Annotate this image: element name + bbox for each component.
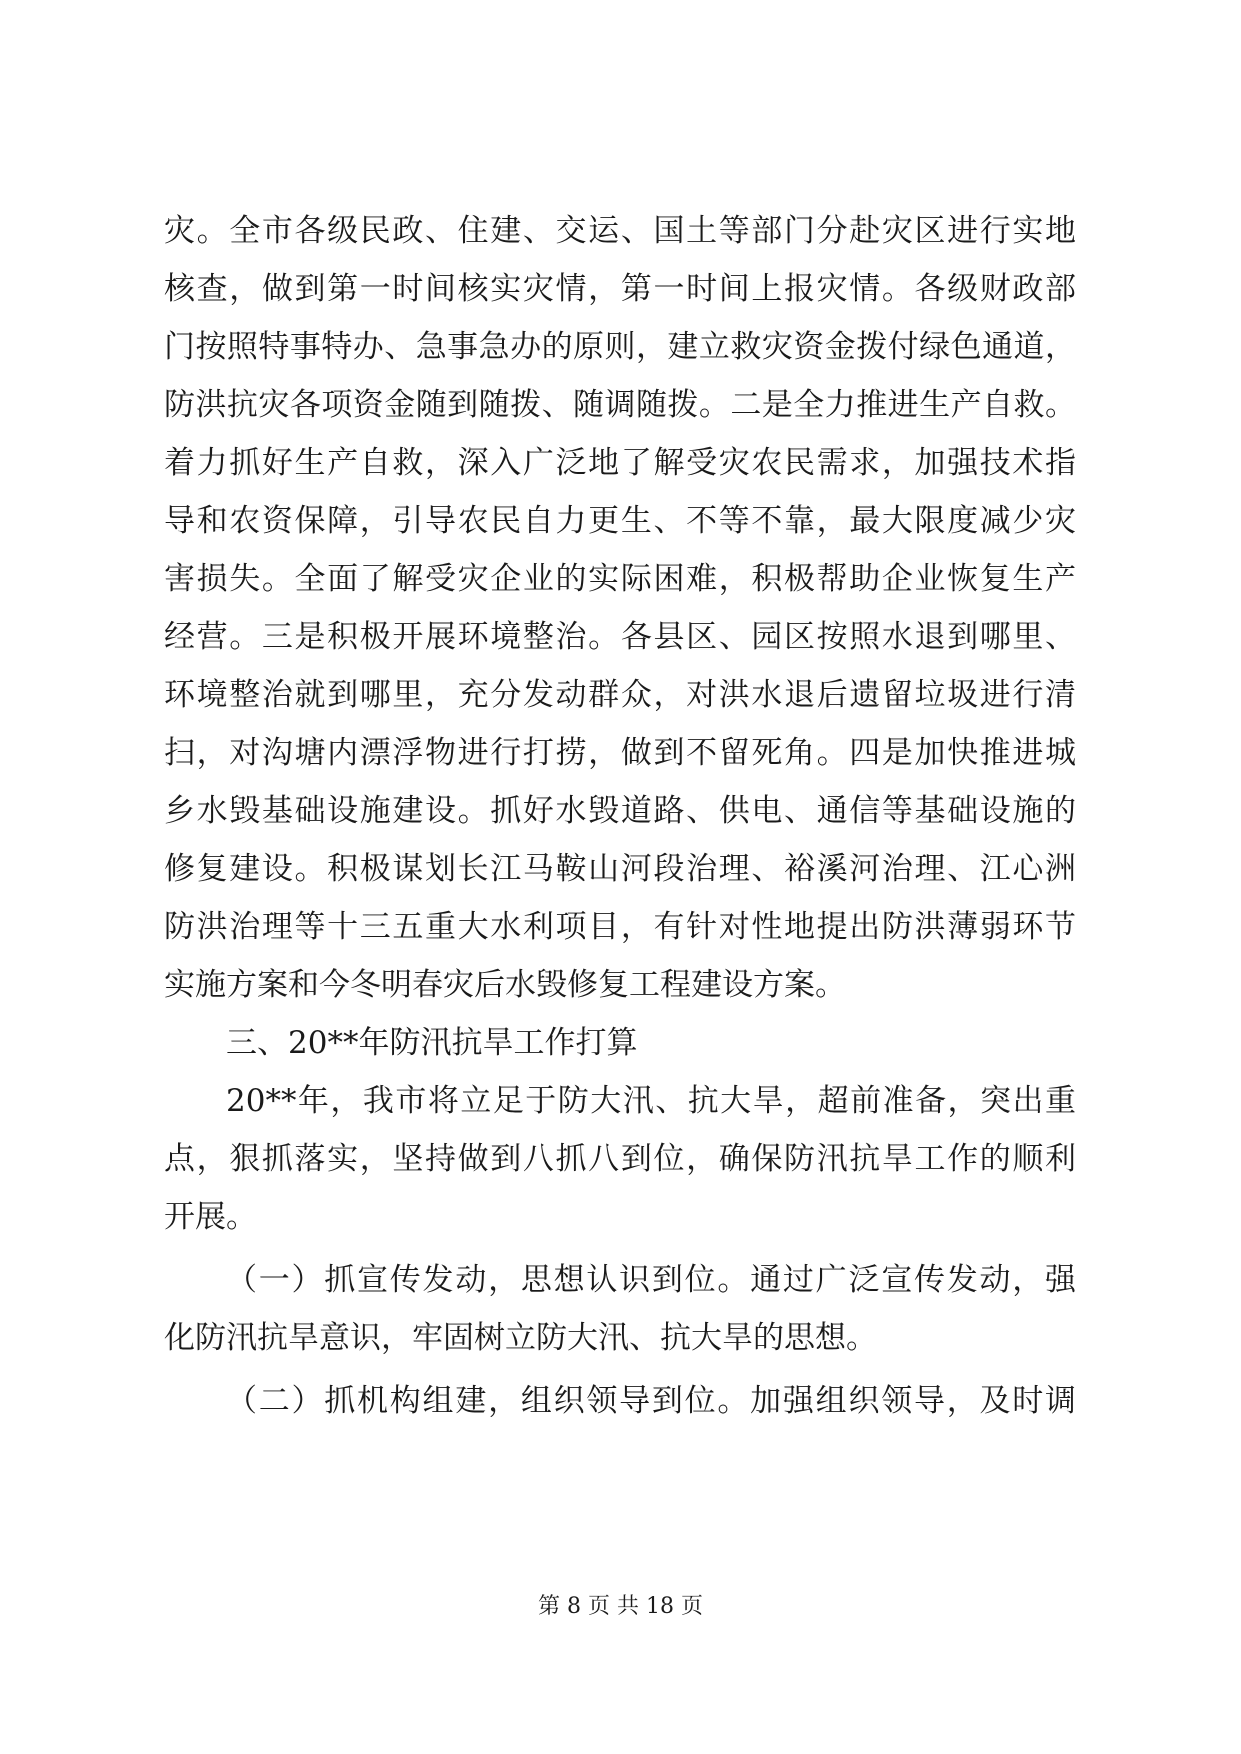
body-line: 着力抓好生产自救，深入广泛地了解受灾农民需求，加强技术指 [164, 445, 1076, 481]
body-line: 门按照特事特办、急事急办的原则，建立救灾资金拨付绿色通道， [164, 329, 1076, 365]
body-line: 化防汛抗旱意识，牢固树立防大汛、抗大旱的思想。 [164, 1320, 877, 1356]
section-heading: 三、20**年防汛抗旱工作打算 [226, 1025, 638, 1061]
body-line: 环境整治就到哪里，充分发动群众，对洪水退后遗留垃圾进行清 [164, 677, 1076, 713]
body-line: 防洪抗灾各项资金随到随拨、随调随拨。二是全力推进生产自救。 [164, 387, 1076, 423]
body-line: 开展。 [164, 1199, 257, 1235]
body-line: 扫，对沟塘内漂浮物进行打捞，做到不留死角。四是加快推进城 [164, 735, 1076, 771]
body-line: 实施方案和今冬明春灾后水毁修复工程建设方案。 [164, 967, 846, 1003]
body-line: （一）抓宣传发动，思想认识到位。通过广泛宣传发动，强 [226, 1262, 1076, 1298]
body-line: 乡水毁基础设施建设。抓好水毁道路、供电、通信等基础设施的 [164, 793, 1076, 829]
body-line: 灾。全市各级民政、住建、交运、国土等部门分赴灾区进行实地 [164, 213, 1076, 249]
body-line: 防洪治理等十三五重大水利项目，有针对性地提出防洪薄弱环节 [164, 909, 1076, 945]
body-line: 修复建设。积极谋划长江马鞍山河段治理、裕溪河治理、江心洲 [164, 851, 1076, 887]
body-line: 经营。三是积极开展环境整治。各县区、园区按照水退到哪里、 [164, 619, 1076, 655]
page-number-footer: 第 8 页 共 18 页 [538, 1594, 703, 1619]
body-line: 点，狠抓落实，坚持做到八抓八到位，确保防汛抗旱工作的顺利 [164, 1141, 1076, 1177]
body-line: （二）抓机构组建，组织领导到位。加强组织领导，及时调 [226, 1383, 1076, 1419]
body-line: 害损失。全面了解受灾企业的实际困难，积极帮助企业恢复生产 [164, 561, 1076, 597]
body-line: 导和农资保障，引导农民自力更生、不等不靠，最大限度减少灾 [164, 503, 1076, 539]
body-line: 核查，做到第一时间核实灾情，第一时间上报灾情。各级财政部 [164, 271, 1076, 307]
body-line: 20**年，我市将立足于防大汛、抗大旱，超前准备，突出重 [226, 1083, 1076, 1119]
